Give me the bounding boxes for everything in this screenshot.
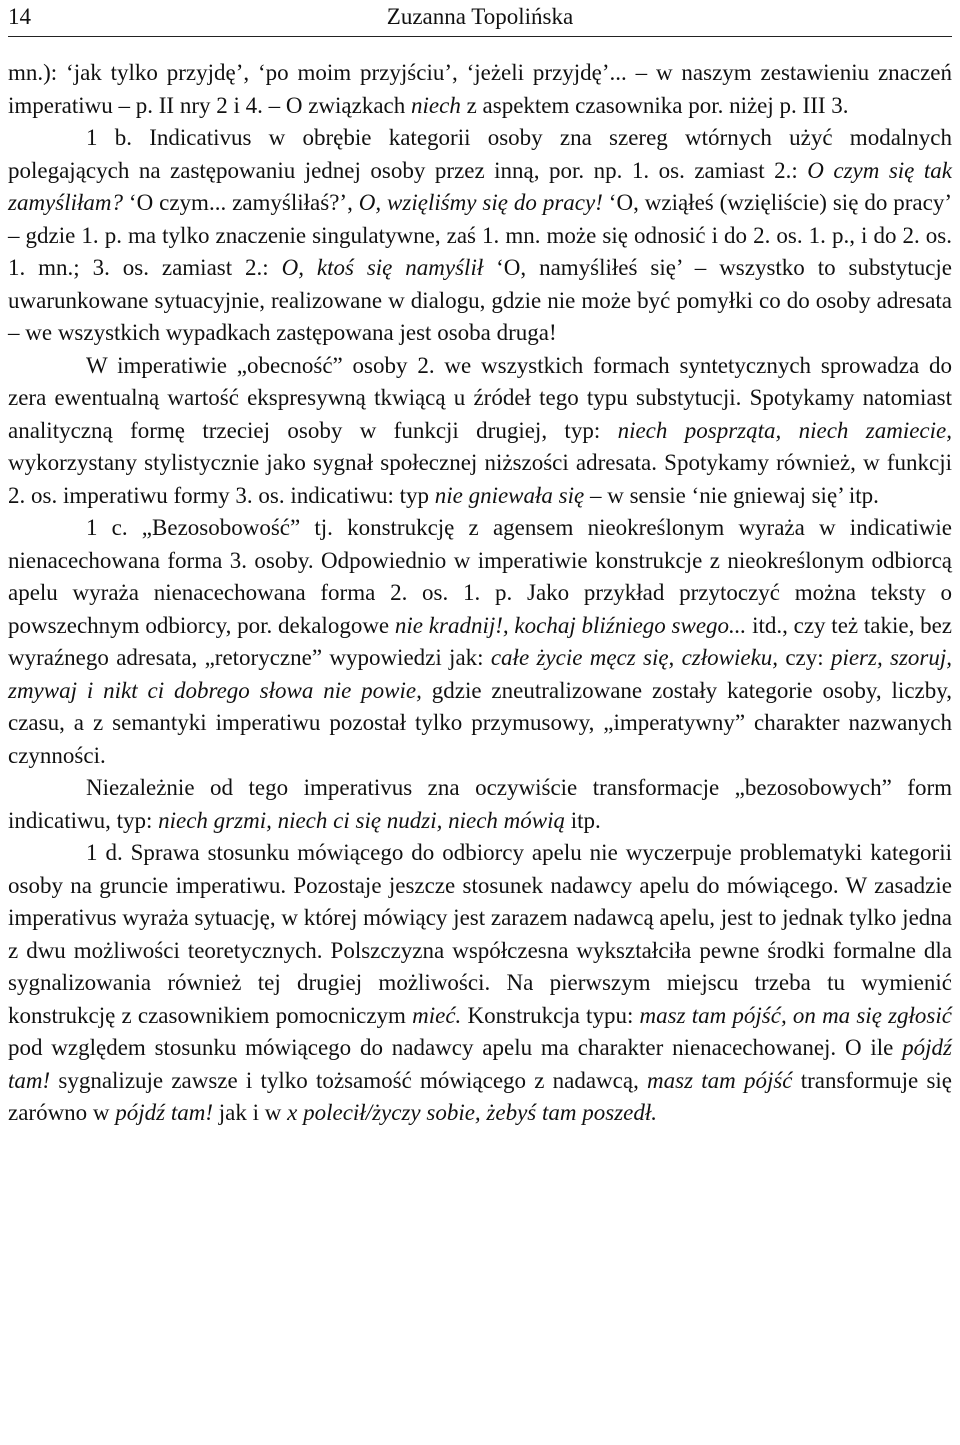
italic-example: masz tam pójść — [647, 1067, 793, 1093]
paragraph — [8, 512, 952, 772]
text-run: W imperatiwie „obecność” osoby 2. we wszystkich formach syntetycznych sprowadza do zera ewentualną wartość ekspresywną tkwiącą u źródeł tego typu substytucji. Spotykamy natomiast analityczną formę trzeciej osoby w funkcji drugiej, typ: — [8, 352, 952, 443]
text-run: ‘O, namyśliłeś się’ – wszystko to substytucje uwarunkowane sytuacyjnie, realizowane w dialogu, gdzie nie może być pomyłki co do osoby adresata – we wszystkich wypadkach zastępowana jest osoba druga! — [8, 255, 953, 345]
running-head-author: Zuzanna Topolińska — [386, 4, 574, 29]
text-run: – w sensie ‘nie gniewaj się’ itp. — [584, 482, 879, 508]
text-run: 1 b. Indicativus w obrębie kategorii osoby zna szereg wtórnych użyć modalnych polegających na zastępowaniu jednej osoby przez inną, por. np. 1. os. zamiast 2.: — [8, 125, 952, 183]
text-run: transformuje się zarówno w — [8, 1067, 952, 1125]
italic-example: O, ktoś się namyślił — [281, 255, 484, 280]
text-run: ‘O czym... zamyśliłaś?’, — [123, 190, 359, 215]
text-run: mn.): ‘jak tylko przyjdę’, ‘po moim przyjściu’, ‘jeżeli przyjdę’... – w naszym zestawieniu znaczeń imperatiwu – p. II nry 2 i 4. – O związkach — [8, 60, 952, 118]
page — [8, 0, 952, 1130]
text-run: jak i w — [213, 1100, 288, 1125]
italic-example: pójdź tam! — [8, 1035, 952, 1093]
text-run: czy: — [778, 645, 831, 670]
text-run: itp. — [565, 807, 601, 833]
text-run: gdzie zneutralizowane zostały kategorie osoby, liczby, czasu, a z semantyki imperatiwu pozostał tylko przymusowy, „imperatywny” charakter nazwanych czynności. — [8, 677, 952, 768]
italic-example: pierz, szoruj, zmywaj i nikt ci dobrego słowa nie powie, — [8, 645, 952, 703]
text-run: Niezależnie od tego imperativus zna oczywiście transformacje „bezosobowych” form indicatiwu, typ: — [8, 775, 952, 833]
paragraph — [8, 350, 952, 513]
text-run: ‘O, wziąłeś (wzięliście) się do pracy’ – gdzie 1. p. ma tylko znaczenie singulatywne, zaś 1. mn. może się odnosić i do 2. os. 1. p., i do 2. os. 1. mn.; 3. os. zamiast 2.: — [8, 190, 953, 280]
running-head — [8, 0, 952, 37]
text-run: sygnalizuje zawsze i tylko tożsamość mówiącego z nadawcą, — [50, 1067, 648, 1093]
italic-example: nie gniewała się — [434, 482, 585, 508]
italic-example: x polecił/życzy sobie, żebyś tam poszedł. — [287, 1100, 657, 1125]
italic-example: O czym się tak zamyśliłam? — [8, 157, 952, 215]
text-run: z aspektem czasownika por. niżej p. III 3. — [460, 92, 849, 118]
italic-example: mieć. — [412, 1002, 462, 1028]
text-run: pod względem stosunku mówiącego do nadawcy apelu ma charakter nienacechowanej. O ile — [8, 1035, 903, 1060]
italic-example: nie kradnij!, kochaj bliźniego swego... — [394, 612, 747, 638]
italic-example: niech posprząta, niech zamiecie, — [617, 417, 952, 443]
text-run: Konstrukcja typu: — [461, 1002, 640, 1028]
italic-example: O, wzięliśmy się do pracy! — [358, 190, 603, 215]
italic-example: niech — [411, 92, 461, 118]
text-run: 1 d. Sprawa stosunku mówiącego do odbiorcy apelu nie wyczerpuje problematyki kategorii osoby na gruncie imperatiwu. Pozostaje jeszcze stosunek nadawcy apelu do mówiącego. W zasadzie imperativus wyraża sytuację, w której mówiący jest zarazem nadawcą apelu, jest to jednak tylko jedna z dwu możliwości teoretycznych. Polszczyzna współczesna wykształciła pewne środki formalne dla sygnalizowania również tej drugiej możliwości. Na pierwszym miejscu trzeba tu wymienić konstrukcję z czasownikiem pomocniczym — [8, 840, 952, 1028]
paragraph — [8, 837, 952, 1130]
text-run: itd., czy też takie, bez wyraźnego adresata, „retoryczne” wypowiedzi jak: — [8, 612, 952, 670]
paragraph — [8, 57, 952, 122]
page-number: 14 — [8, 4, 31, 29]
body-text — [8, 57, 952, 1130]
text-run: wykorzystany stylistycznie jako sygnał społecznej niższości adresata. Spotykamy również, w funkcji 2. os. imperatiwu formy 3. os. indicatiwu: typ — [8, 450, 952, 508]
paragraph — [8, 772, 952, 837]
paragraph — [8, 122, 952, 350]
italic-example: niech grzmi, niech ci się nudzi, niech mówią — [158, 807, 566, 833]
text-run: 1 c. „Bezosobowość” tj. konstrukcję z agensem nieokreślonym wyraża w indicatiwie nienacechowana forma 3. osoby. Odpowiednio w imperatiwie konstrukcje z nieokreślonym odbiorcą apelu wyraża nienacechowana forma 2. os. 1. p. Jako przykład przytoczyć można teksty o powszechnym odbiorcy, por. dekalogowe — [8, 515, 952, 638]
italic-example: masz tam pójść, on ma się zgłosić — [639, 1002, 952, 1028]
italic-example: pójdź tam! — [115, 1100, 214, 1125]
italic-example: całe życie męcz się, człowieku, — [490, 645, 779, 670]
